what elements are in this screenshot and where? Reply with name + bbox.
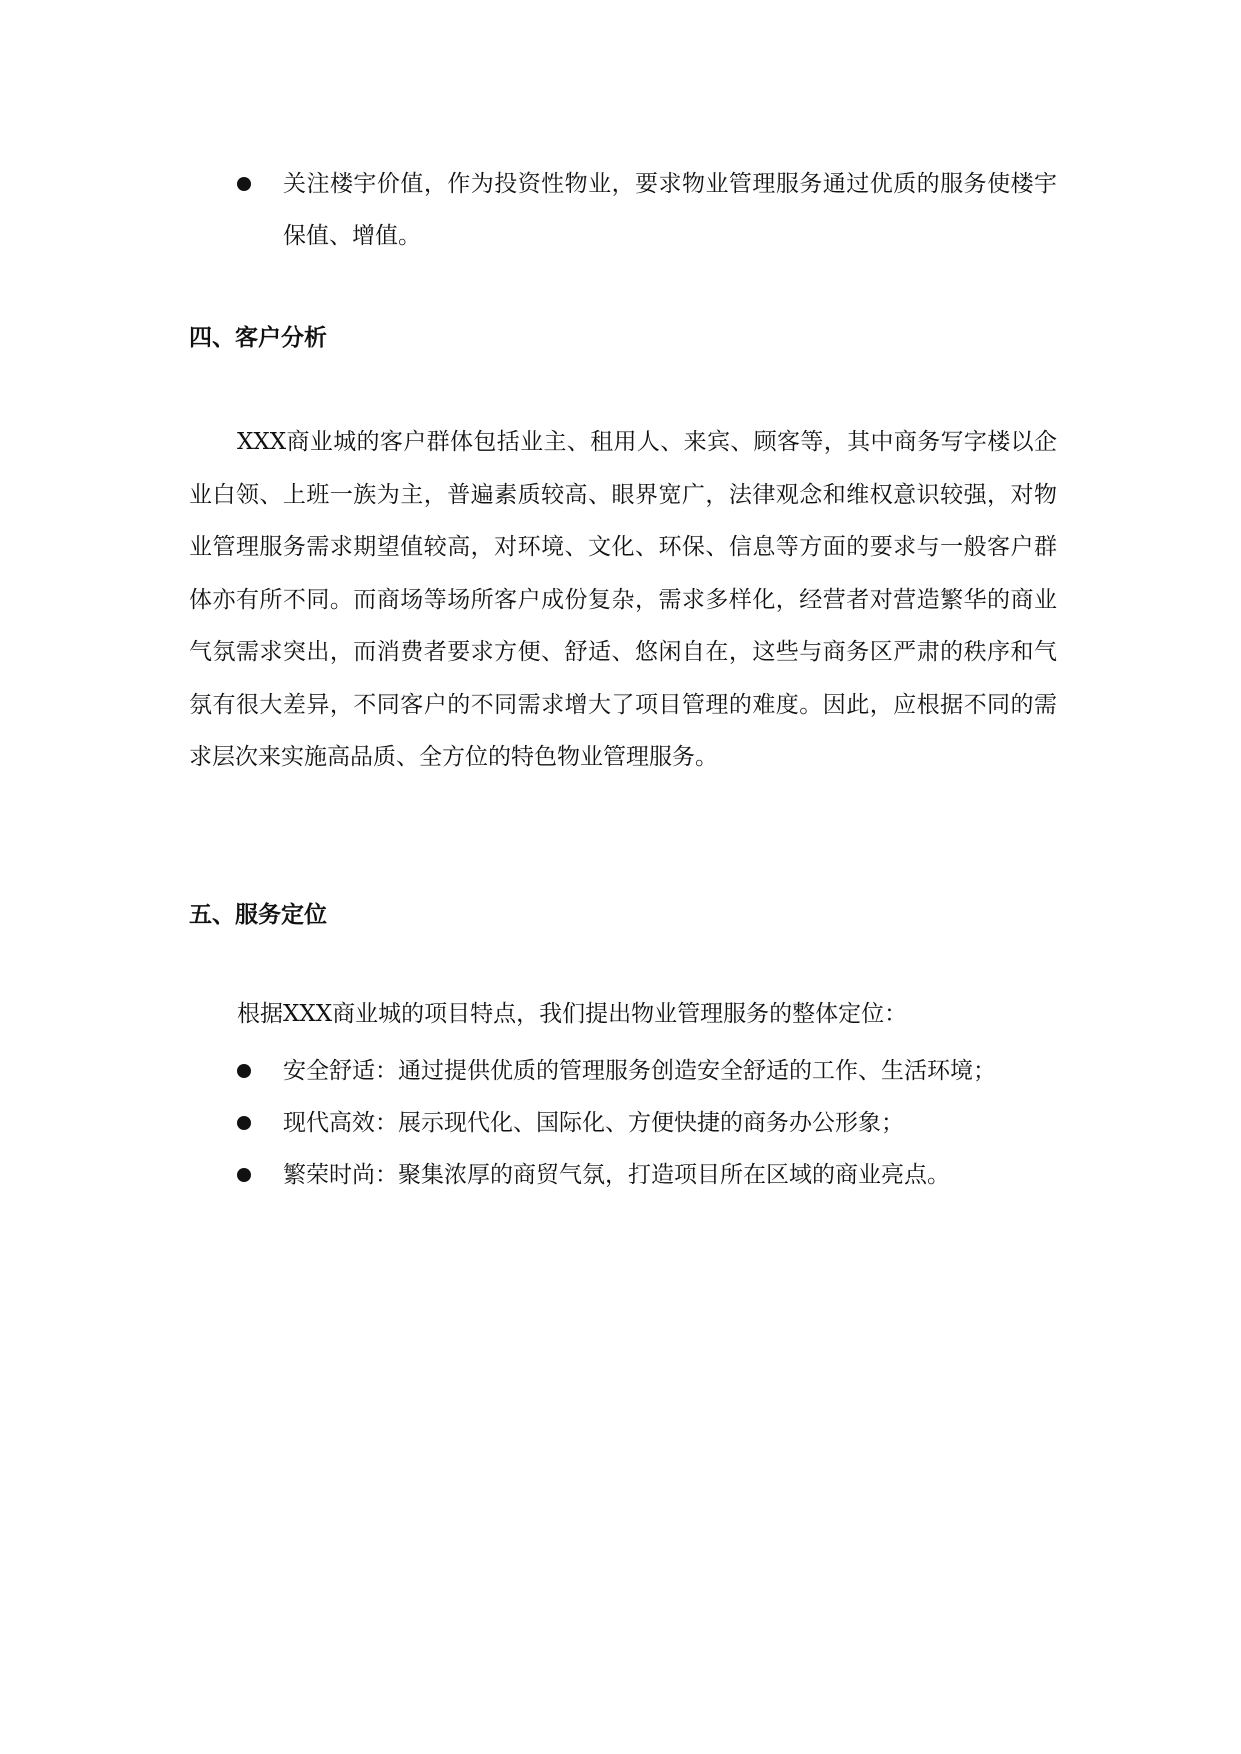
bullet-icon bbox=[237, 1064, 251, 1078]
bullet-icon bbox=[237, 1116, 251, 1130]
bullet-icon bbox=[237, 177, 251, 191]
list-item bbox=[237, 1045, 1057, 1097]
list-item-text: 现代高效：展示现代化、国际化、方便快捷的商务办公形象； bbox=[283, 1110, 904, 1136]
section-paragraph: XXX商业城的客户群体包括业主、租用人、来宾、顾客等，其中商务写字楼以企业白领、上班一族为主，普遍素质较高、眼界宽广，法律观念和维权意识较强，对物业管理服务需求期望值较高，对环境、文化、环保、信息等方面的要求与一般客户群体亦有所不同。而商场等场所客户成份复杂，需求多样化，经营者对营造繁华的商业气氛需求突出，而消费者要求方便、舒适、悠闲自在，这些与商务区严肃的秩序和气氛有很大差异，不同客户的不同需求增大了项目管理的难度。因此，应根据不同的需求层次来实施高品质、全方位的特色物业管理服务。 bbox=[189, 429, 1057, 770]
section-heading: 四、客户分析 bbox=[189, 325, 327, 351]
list-item bbox=[237, 1149, 1057, 1201]
list-item-text: 繁荣时尚：聚集浓厚的商贸气氛，打造项目所在区域的商业亮点。 bbox=[283, 1162, 950, 1188]
list-item bbox=[237, 158, 1057, 262]
list-item-text: 安全舒适：通过提供优质的管理服务创造安全舒适的工作、生活环境； bbox=[283, 1058, 996, 1084]
bullet-icon bbox=[237, 1168, 251, 1182]
list-item-text: 关注楼宇价值，作为投资性物业，要求物业管理服务通过优质的服务使楼宇保值、增值。 bbox=[283, 171, 1057, 249]
section-heading: 五、服务定位 bbox=[189, 902, 327, 928]
list-item bbox=[237, 1097, 1057, 1149]
section-intro: 根据XXX商业城的项目特点，我们提出物业管理服务的整体定位： bbox=[237, 1001, 908, 1027]
